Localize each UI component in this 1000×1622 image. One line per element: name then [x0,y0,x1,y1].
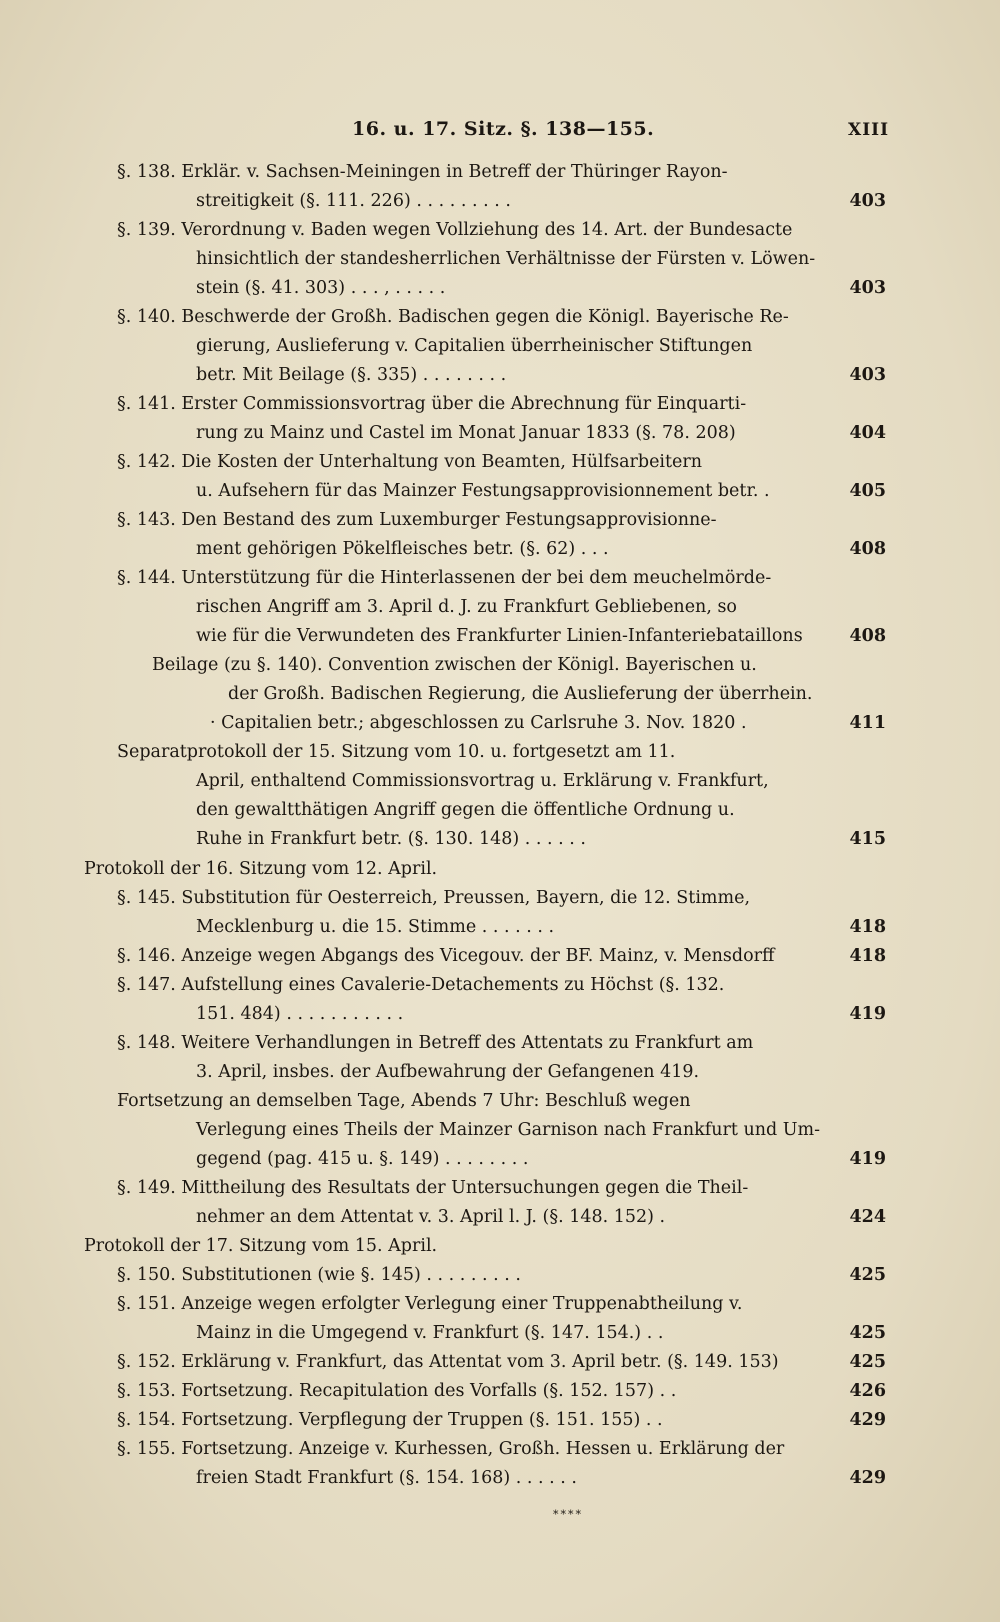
toc-line: §. 146. Anzeige wegen Abgangs des Vicegouv. der BF. Mainz, v. Mensdorff [117,946,775,966]
toc-page-ref: 404 [849,423,886,443]
toc-line: §. 147. Aufstellung eines Cavalerie-Detachements zu Höchst (§. 132. [117,975,725,995]
toc-line: freien Stadt Frankfurt (§. 154. 168) . . . . . . [196,1468,577,1488]
toc-line: gierung, Auslieferung v. Capitalien überrheinischer Stiftungen [196,336,753,356]
toc-line: Beilage (zu §. 140). Convention zwischen der Königl. Bayerischen u. [152,655,757,675]
toc-line: · Capitalien betr.; abgeschlossen zu Carlsruhe 3. Nov. 1820 . [210,713,747,733]
toc-line: §. 141. Erster Commissionsvortrag über die Abrechnung für Einquarti- [117,394,747,414]
toc-page-ref: 418 [849,946,886,966]
toc-page-ref: 419 [849,1004,886,1024]
toc-page-ref: 429 [849,1410,886,1430]
page-header [0,118,1000,148]
toc-page-ref: 425 [849,1352,886,1372]
toc-page-ref: 405 [849,481,886,501]
toc-line: Protokoll der 17. Sitzung vom 15. April. [84,1236,438,1256]
toc-line: den gewaltthätigen Angriff gegen die öffentliche Ordnung u. [196,800,735,820]
toc-line: hinsichtlich der standesherrlichen Verhältnisse der Fürsten v. Löwen- [196,249,816,269]
toc-page-ref: 425 [849,1265,886,1285]
toc-page-ref: 408 [849,539,886,559]
toc-page-ref: 419 [849,1149,886,1169]
toc-line: Fortsetzung an demselben Tage, Abends 7 Uhr: Beschluß wegen [117,1091,691,1111]
toc-line: §. 145. Substitution für Oesterreich, Preussen, Bayern, die 12. Stimme, [117,888,751,908]
toc-line: April, enthaltend Commissionsvortrag u. Erklärung v. Frankfurt, [196,771,769,791]
toc-line: Verlegung eines Theils der Mainzer Garnison nach Frankfurt und Um- [196,1120,821,1140]
toc-line: wie für die Verwundeten des Frankfurter Linien-Infanteriebataillons [196,626,803,646]
toc-line: Separatprotokoll der 15. Sitzung vom 10. u. fortgesetzt am 11. [117,742,676,762]
toc-line: §. 154. Fortsetzung. Verpflegung der Truppen (§. 151. 155) . . [117,1410,663,1430]
toc-line: stein (§. 41. 303) . . . , . . . . . [196,278,446,298]
toc-line: §. 151. Anzeige wegen erfolgter Verlegung einer Truppenabtheilung v. [117,1294,743,1314]
toc-line: §. 155. Fortsetzung. Anzeige v. Kurhessen, Großh. Hessen u. Erklärung der [117,1439,785,1459]
toc-line: §. 139. Verordnung v. Baden wegen Vollziehung des 14. Art. der Bundesacte [117,220,793,240]
toc-line: betr. Mit Beilage (§. 335) . . . . . . . . [196,365,507,385]
toc-line: der Großh. Badischen Regierung, die Auslieferung der überrhein. [228,684,813,704]
toc-page-ref: 426 [849,1381,886,1401]
toc-line: §. 150. Substitutionen (wie §. 145) . . . . . . . . . [117,1265,521,1285]
toc-line: rischen Angriff am 3. April d. J. zu Frankfurt Gebliebenen, so [196,597,737,617]
toc-line: §. 149. Mittheilung des Resultats der Untersuchungen gegen die Theil- [117,1178,749,1198]
toc-line: Mecklenburg u. die 15. Stimme . . . . . . . [196,917,555,937]
toc-line: §. 142. Die Kosten der Unterhaltung von Beamten, Hülfsarbeitern [117,452,703,472]
toc-line: §. 143. Den Bestand des zum Luxemburger Festungsapprovisionne- [117,510,717,530]
toc-line: §. 153. Fortsetzung. Recapitulation des Vorfalls (§. 152. 157) . . [117,1381,677,1401]
toc-line: nehmer an dem Attentat v. 3. April l. J. (§. 148. 152) . [196,1207,666,1227]
toc-line: §. 140. Beschwerde der Großh. Badischen gegen die Königl. Bayerische Re- [117,307,789,327]
toc-page-ref: 418 [849,917,886,937]
toc-line: Ruhe in Frankfurt betr. (§. 130. 148) . . . . . . [196,829,586,849]
toc-line: Protokoll der 16. Sitzung vom 12. April. [84,859,438,879]
toc-line: §. 138. Erklär. v. Sachsen-Meiningen in Betreff der Thüringer Rayon- [117,162,728,182]
toc-line: 151. 484) . . . . . . . . . . . [196,1004,404,1024]
toc-page-ref: 411 [849,713,886,733]
toc-line: rung zu Mainz und Castel im Monat Januar 1833 (§. 78. 208) [196,423,736,443]
toc-page-ref: 415 [849,829,886,849]
toc-page-ref: 403 [849,365,886,385]
closing-ornament: **** [553,1508,583,1521]
toc-line: streitigkeit (§. 111. 226) . . . . . . . . . [196,191,511,211]
toc-line: §. 144. Unterstützung für die Hinterlassenen der bei dem meuchelmörde- [117,568,772,588]
toc-page-ref: 425 [849,1323,886,1343]
running-head: 16. u. 17. Sitz. §. 138—155. [352,118,655,140]
toc-line: Mainz in die Umgegend v. Frankfurt (§. 147. 154.) . . [196,1323,664,1343]
toc-line: ment gehörigen Pökelfleisches betr. (§. 62) . . . [196,539,609,559]
toc-line: §. 148. Weitere Verhandlungen in Betreff des Attentats zu Frankfurt am [117,1033,754,1053]
toc-page-ref: 429 [849,1468,886,1488]
toc-line: §. 152. Erklärung v. Frankfurt, das Attentat vom 3. April betr. (§. 149. 153) [117,1352,779,1372]
toc-page-ref: 403 [849,191,886,211]
toc-page-ref: 408 [849,626,886,646]
toc-line: 3. April, insbes. der Aufbewahrung der Gefangenen 419. [196,1062,700,1082]
toc-line: gegend (pag. 415 u. §. 149) . . . . . . . . [196,1149,529,1169]
toc-line: u. Aufsehern für das Mainzer Festungsapprovisionnement betr. . [196,481,770,501]
toc-page-ref: 403 [849,278,886,298]
toc-page-ref: 424 [849,1207,886,1227]
page-number: XIII [848,120,890,140]
